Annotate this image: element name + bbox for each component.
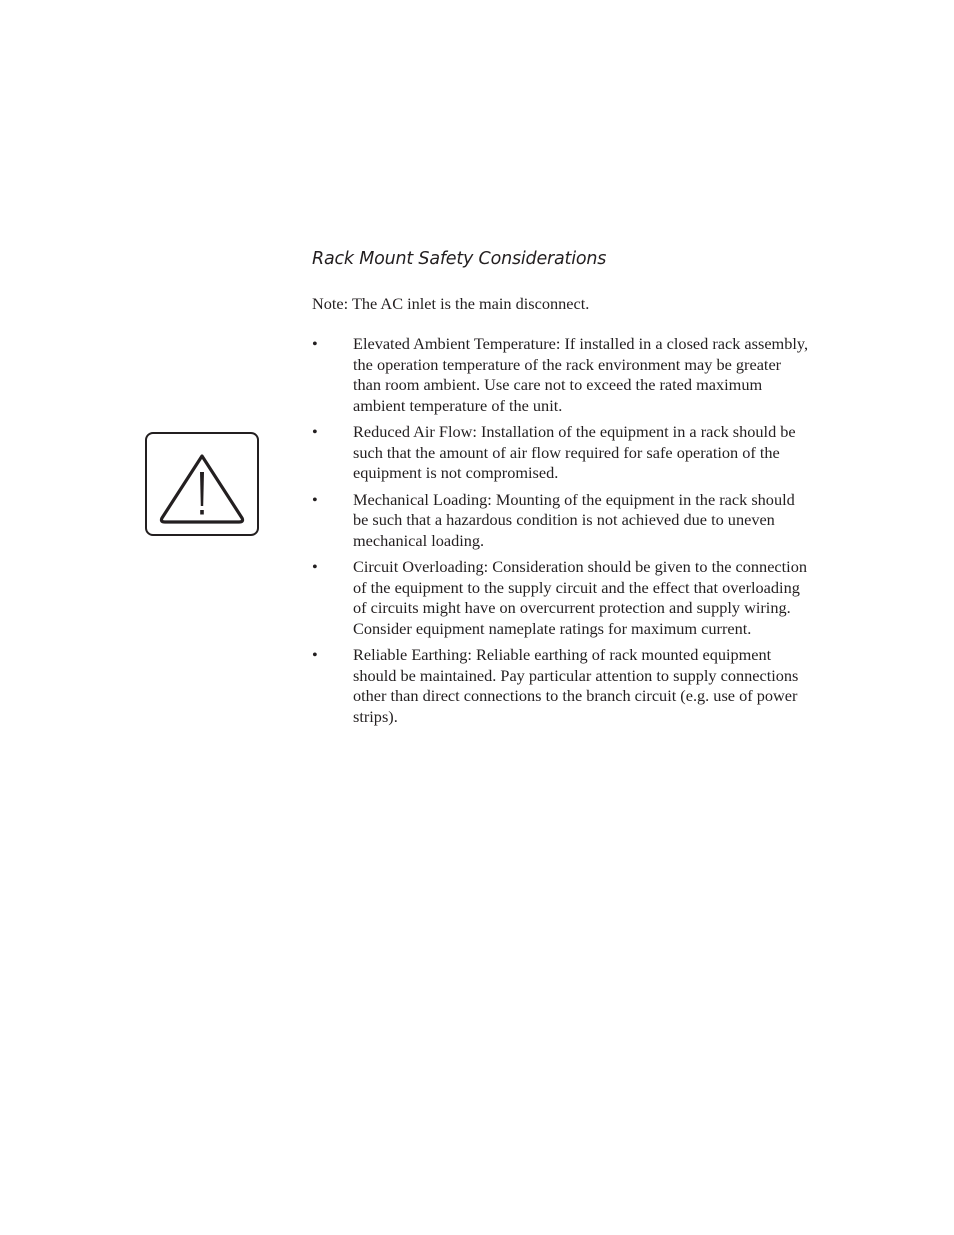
safety-list: [312, 334, 812, 733]
list-item: [312, 422, 812, 484]
list-item-text: Reduced Air Flow: Installation of the equipment in a rack should be such that the amount of air flow required for safe operation of the equipment is not compromised.: [353, 422, 796, 482]
list-item: [312, 334, 812, 416]
bullet-marker: •: [312, 557, 318, 576]
section-heading: Rack Mount Safety Considerations: [312, 249, 607, 269]
warning-triangle-graphic: [147, 434, 257, 534]
list-item: [312, 645, 812, 727]
bullet-marker: •: [312, 489, 318, 509]
list-item: [312, 557, 812, 639]
list-item: [312, 490, 812, 552]
bullet-marker: •: [312, 645, 318, 664]
warning-triangle-icon: [145, 432, 259, 536]
list-item-text: Reliable Earthing: Reliable earthing of rack mounted equipment should be maintained. Pay particular attention to supply connections other than direct connections to the branch circuit (e.g. use of power strips).: [353, 645, 799, 726]
list-item-text: Circuit Overloading: Consideration should be given to the connection of the equipment to the supply circuit and the effect that overloading of circuits might have on overcurrent protection and supply wiring. Consider equipment nameplate ratings for maximum current.: [353, 557, 807, 638]
list-item-text: Elevated Ambient Temperature: If installed in a closed rack assembly, the operation temperature of the rack environment may be greater than room ambient. Use care not to exceed the rated maximum ambient temperature of the unit.: [353, 334, 809, 415]
list-item-text: Mechanical Loading: Mounting of the equipment in the rack should be such that a hazardous condition is not achieved due to uneven mechanical loading.: [353, 489, 795, 550]
bullet-marker: •: [312, 334, 318, 353]
note-text: Note: The AC inlet is the main disconnect.: [312, 294, 590, 313]
bullet-marker: •: [312, 422, 318, 441]
